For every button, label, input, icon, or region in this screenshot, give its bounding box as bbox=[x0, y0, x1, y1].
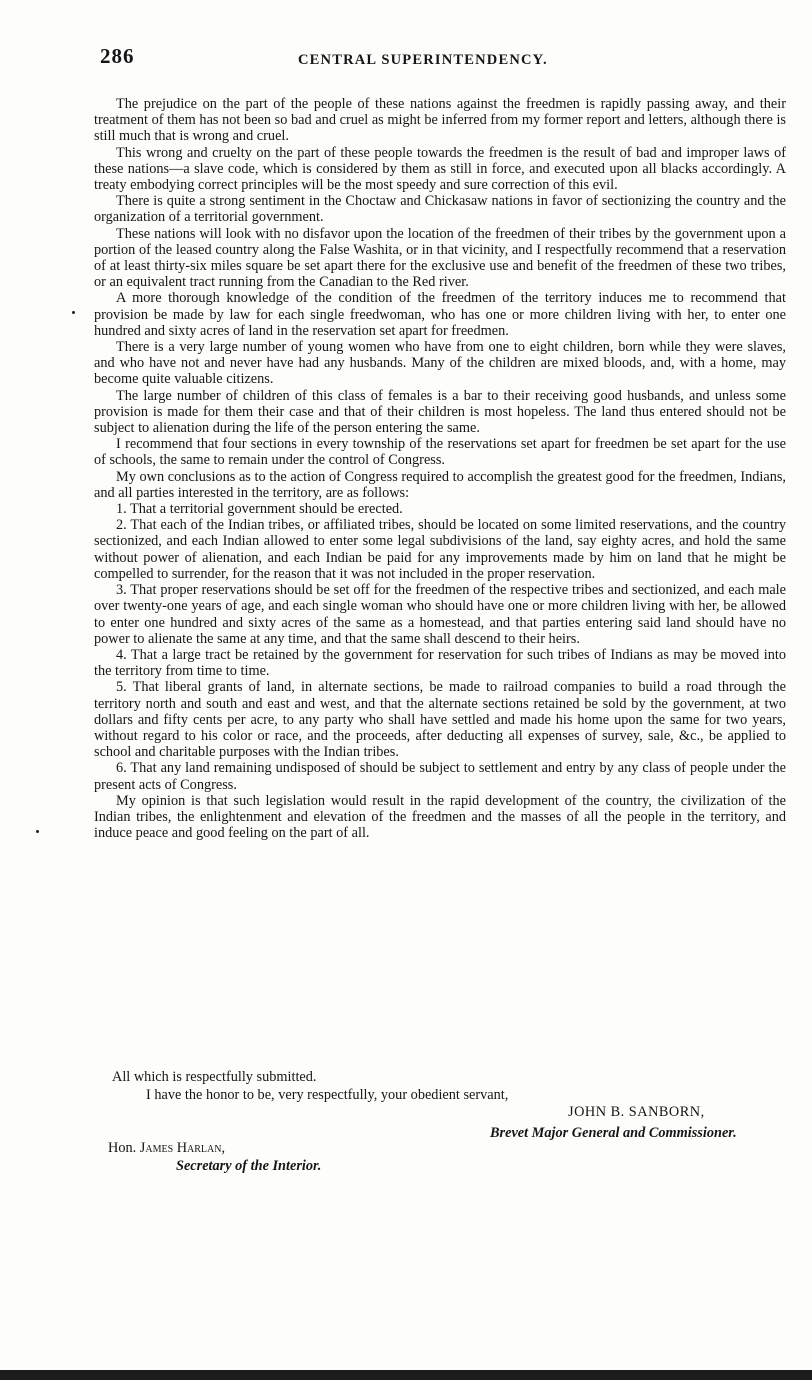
addressee-full-name: James Harlan, bbox=[139, 1140, 226, 1156]
signer-name: JOHN B. SANBORN, bbox=[568, 1104, 705, 1120]
paragraph: I recommend that four sections in every township of the reservations set apart for freedmen be set apart for the use of schools, the same to remain under the control of Congress. bbox=[94, 436, 786, 469]
ink-speck bbox=[36, 830, 39, 833]
addressee-name bbox=[108, 1140, 225, 1157]
paragraph: My own conclusions as to the action of Congress required to accomplish the greatest good for the freedmen, Indians, and all parties interested in the territory, are as follows: bbox=[94, 468, 786, 501]
paragraph: This wrong and cruelty on the part of these people towards the freedmen is the result of bad and improper laws of these nations—a slave code, which is considered by them as still in force, and executed upon all blacks accordingly. A treaty embodying correct principles will be the most speedy and sure correction of this evil. bbox=[94, 144, 786, 194]
paragraph: These nations will look with no disfavor upon the location of the freedmen of their tribes by the government upon a portion of the leased country along the False Washita, or in that vicinity, and I respectfully recommend that a reservation of at least thirty-six miles square be set apart there for the exclusive use and benefit of the freedmen of these two tribes, or an equivalent tract running from the Canadian to the Red river. bbox=[94, 225, 786, 291]
paragraph: There is a very large number of young women who have from one to eight children, born while they were slaves, and who have not and never have had any husbands. Many of the children are mixed bloods, and, with a home, may become quite valuable citizens. bbox=[94, 339, 786, 388]
paragraph: The large number of children of this class of females is a bar to their receiving good husbands, and unless some provision is made for them their case and that of their children is most hopeless. The land thus entered should not be subject to alienation during the life of the person entering the same. bbox=[94, 387, 786, 437]
addressee-honorific: Hon. bbox=[108, 1140, 137, 1156]
list-item: 1. That a territorial government should be erected. bbox=[116, 501, 403, 518]
list-item: 6. That any land remaining undisposed of should be subject to settlement and entry by any class of people under the present acts of Congress. bbox=[94, 760, 786, 793]
list-item: 3. That proper reservations should be set off for the freedmen of the respective tribes and sectionized, and each male over twenty-one years of age, and each single woman who should have one or more children living with her, be allowed to enter one hundred and sixty acres of the same as a homestead, and that parties entering said land should have no power to alienate the same at any time, and that the same shall descend to their heirs. bbox=[94, 582, 786, 647]
closing-honor: I have the honor to be, very respectfully, your obedient servant, bbox=[146, 1087, 509, 1103]
list-item: 4. That a large tract be retained by the government for reservation for such tribes of Indians as may be moved into the territory from time to time. bbox=[94, 646, 786, 680]
running-head: CENTRAL SUPERINTENDENCY. bbox=[298, 52, 548, 68]
addressee-title: Secretary of the Interior. bbox=[176, 1158, 322, 1174]
page-number: 286 bbox=[100, 44, 135, 68]
page-header bbox=[100, 44, 760, 74]
list-item: 2. That each of the Indian tribes, or affiliated tribes, should be located on some limited reservations, and the country sectionized, and each Indian allowed to enter some legal subdivisions of the land, say eighty acres, and hold the same without power of alienation, and each Indian be paid for any improvements made by him on land that he might be compelled to surrender, for the reason that it was not included in the proper reservation. bbox=[94, 517, 786, 582]
list-item: 5. That liberal grants of land, in alternate sections, be made to railroad companies to build a road through the territory north and south and east and west, and that the alternate sections retained be sold by the government, at two dollars and fifty cents per acre, to any party who shall have settled and made his home upon the same for two years, without regard to his color or race, and the proceeds, after deducting all expenses of survey, sale, &c., be applied to school and charitable purposes with the Indian tribes. bbox=[94, 679, 786, 761]
closing-block bbox=[94, 1068, 786, 1104]
closing-submitted: All which is respectfully submitted. bbox=[112, 1069, 317, 1085]
report-body bbox=[94, 96, 786, 841]
paragraph: There is quite a strong sentiment in the Choctaw and Chickasaw nations in favor of sectionizing the country and the organization of a territorial government. bbox=[94, 193, 786, 226]
signer-title: Brevet Major General and Commissioner. bbox=[490, 1125, 737, 1141]
paragraph: A more thorough knowledge of the condition of the freedmen of the territory induces me to recommend that provision be made by law for each single freedwoman, who has one or more children living with her, to enter one hundred and sixty acres of land in the reservation set apart for freedmen. bbox=[94, 290, 786, 339]
paragraph: The prejudice on the part of the people of these nations against the freedmen is rapidly passing away, and their treatment of them has not been so bad and cruel as might be inferred from my former report and letters, although there is still much that is wrong and cruel. bbox=[94, 96, 786, 145]
ink-speck bbox=[72, 311, 75, 314]
paragraph: My opinion is that such legislation would result in the rapid development of the country, the civilization of the Indian tribes, the enlightenment and elevation of the freedmen and the masses of all the people in the territory, and induce peace and good feeling on the part of all. bbox=[94, 792, 786, 842]
page-bottom-edge bbox=[0, 1370, 812, 1380]
